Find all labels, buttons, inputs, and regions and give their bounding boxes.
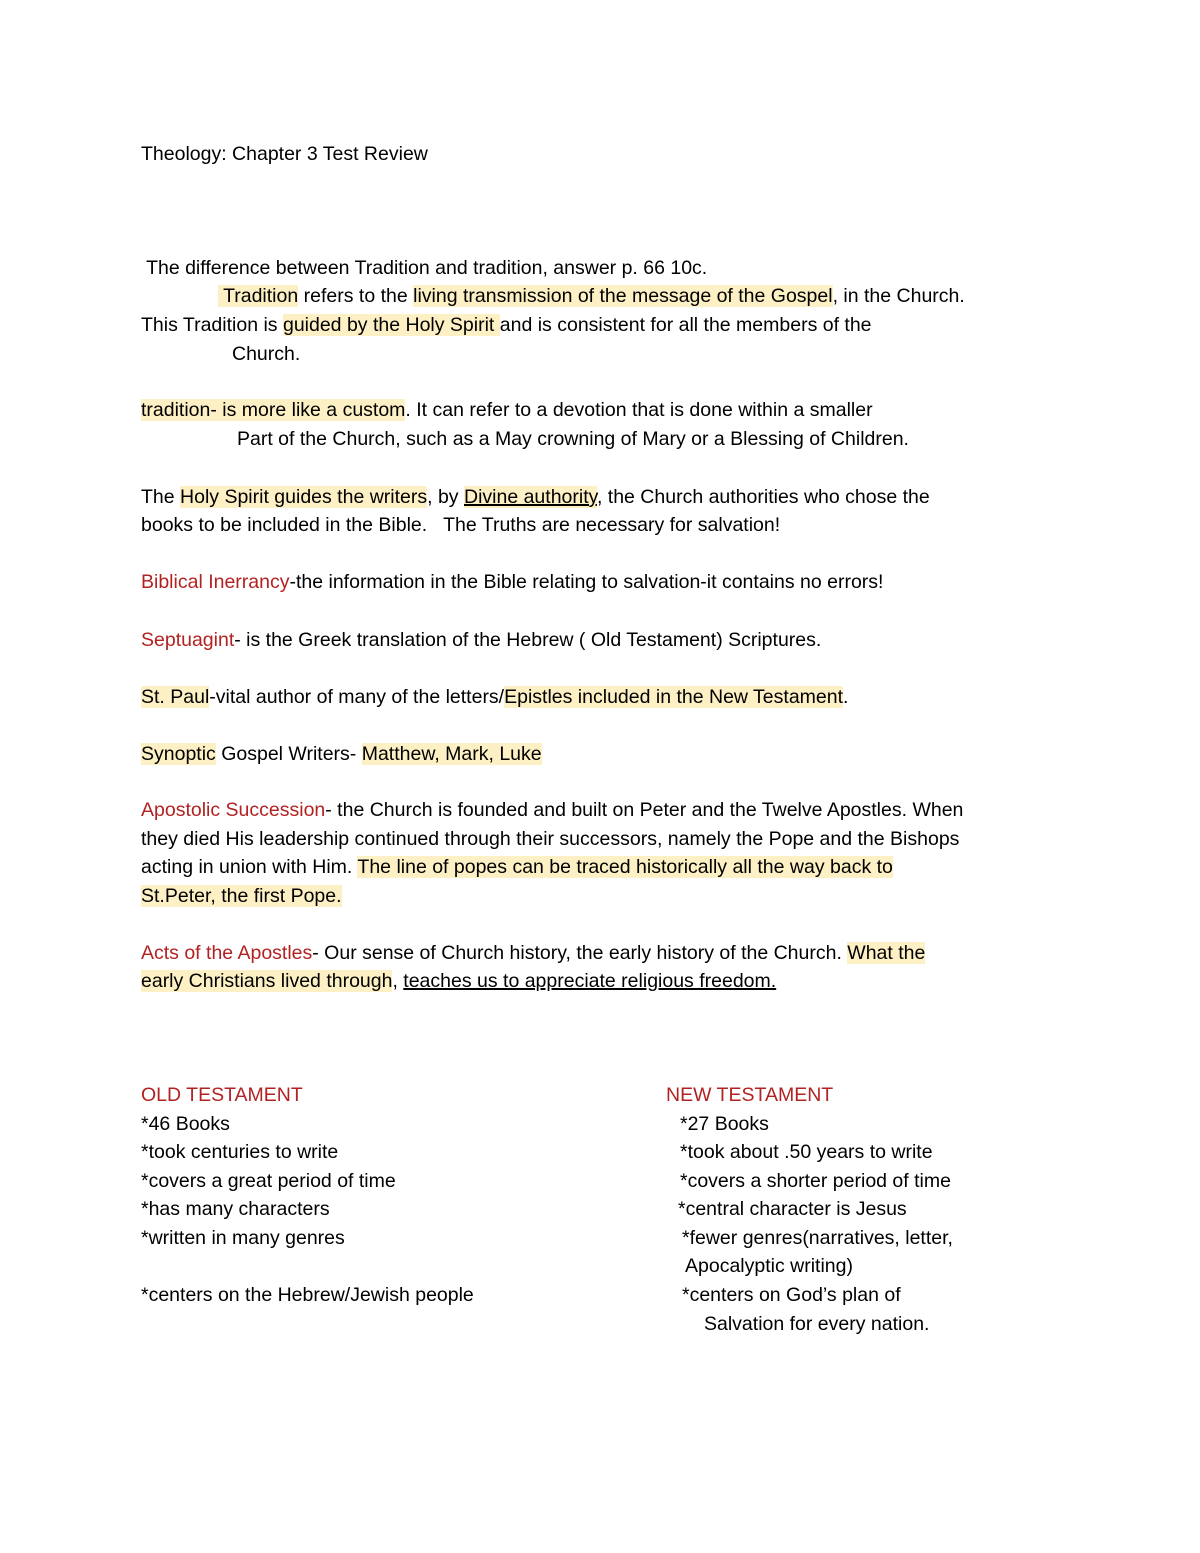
tradition-text: and is consistent for all the members of the bbox=[499, 314, 872, 336]
st-paul-highlight: Epistles included in the New Testament bbox=[504, 686, 844, 708]
new-testament-item: *fewer genres(narratives, letter, bbox=[682, 1227, 953, 1249]
acts-text: , bbox=[392, 970, 404, 992]
lower-tradition-line-2: Part of the Church, such as a May crowning of Mary or a Blessing of Children. bbox=[237, 428, 909, 450]
synoptic-term: Synoptic bbox=[141, 743, 216, 765]
old-testament-item: *covers a great period of time bbox=[141, 1170, 396, 1192]
inerrancy-entry bbox=[141, 568, 883, 596]
tradition-definition-line-2 bbox=[141, 311, 872, 339]
tradition-term: Tradition bbox=[218, 285, 299, 307]
tradition-highlight: living transmission of the message of the Gospel bbox=[413, 285, 833, 307]
holy-spirit-text: , by bbox=[427, 486, 464, 508]
tradition-definition-line-1 bbox=[218, 282, 965, 310]
septuagint-entry bbox=[141, 626, 821, 654]
septuagint-term: Septuagint bbox=[141, 629, 235, 651]
old-testament-item: *centers on the Hebrew/Jewish people bbox=[141, 1284, 474, 1306]
tradition-intro: The difference between Tradition and tradition, answer p. 66 10c. bbox=[141, 257, 708, 279]
inerrancy-definition: -the information in the Bible relating to salvation-it contains no errors! bbox=[289, 571, 884, 593]
acts-line-1 bbox=[141, 939, 925, 967]
succession-line-2: they died His leadership continued through their successors, namely the Pope and the Bishops bbox=[141, 828, 960, 850]
new-testament-heading: NEW TESTAMENT bbox=[666, 1084, 834, 1106]
page-title: Theology: Chapter 3 Test Review bbox=[141, 143, 428, 165]
holy-spirit-line-2: books to be included in the Bible. The Truths are necessary for salvation! bbox=[141, 514, 781, 536]
acts-highlight: What the bbox=[847, 942, 926, 964]
st-paul-entry bbox=[141, 683, 848, 711]
old-testament-item: *written in many genres bbox=[141, 1227, 345, 1249]
acts-text: - Our sense of Church history, the early history of the Church. bbox=[312, 942, 848, 964]
st-paul-term: St. Paul bbox=[141, 686, 210, 708]
new-testament-item: *covers a shorter period of time bbox=[680, 1170, 951, 1192]
new-testament-item: Salvation for every nation. bbox=[704, 1313, 930, 1335]
succession-text: acting in union with Him. bbox=[141, 856, 358, 878]
st-paul-text: . bbox=[843, 686, 849, 708]
acts-line-2 bbox=[141, 967, 776, 995]
old-testament-item: *46 Books bbox=[141, 1113, 230, 1135]
septuagint-definition: - is the Greek translation of the Hebrew ( Old Testament) Scriptures. bbox=[234, 629, 822, 651]
old-testament-item: *has many characters bbox=[141, 1198, 330, 1220]
divine-authority-underlined: Divine authority bbox=[463, 486, 597, 508]
holy-spirit-highlight: Holy Spirit guides the writers bbox=[180, 486, 428, 508]
synoptic-entry bbox=[141, 740, 542, 768]
holy-spirit-line-1 bbox=[141, 483, 930, 511]
new-testament-item: Apocalyptic writing) bbox=[685, 1255, 853, 1277]
succession-line-3 bbox=[141, 853, 893, 881]
st-paul-text: -vital author of many of the letters/ bbox=[209, 686, 505, 708]
acts-highlight: early Christians lived through bbox=[141, 970, 393, 992]
synoptic-names: Matthew, Mark, Luke bbox=[361, 743, 542, 765]
tradition-text: , in the Church. bbox=[832, 285, 965, 307]
tradition-text: refers to the bbox=[298, 285, 414, 307]
holy-spirit-text: The bbox=[141, 486, 181, 508]
acts-underlined: teaches us to appreciate religious freedom. bbox=[403, 970, 777, 992]
succession-term: Apostolic Succession bbox=[141, 799, 326, 821]
inerrancy-term: Biblical Inerrancy bbox=[141, 571, 290, 593]
lower-tradition-text: . It can refer to a devotion that is done within a smaller bbox=[405, 399, 873, 421]
holy-spirit-text: , the Church authorities who chose the bbox=[596, 486, 930, 508]
old-testament-heading: OLD TESTAMENT bbox=[141, 1084, 303, 1106]
new-testament-item: *took about .50 years to write bbox=[680, 1141, 933, 1163]
synoptic-text: Gospel Writers- bbox=[215, 743, 362, 765]
new-testament-item: *27 Books bbox=[680, 1113, 769, 1135]
lower-tradition-term: tradition- is more like a custom bbox=[141, 399, 406, 421]
acts-term: Acts of the Apostles bbox=[141, 942, 313, 964]
new-testament-item: *centers on God’s plan of bbox=[682, 1284, 901, 1306]
new-testament-item: *central character is Jesus bbox=[678, 1198, 907, 1220]
lower-tradition-line-1 bbox=[141, 396, 873, 424]
tradition-definition-line-3: Church. bbox=[232, 343, 301, 365]
succession-line-1 bbox=[141, 796, 963, 824]
succession-line-4 bbox=[141, 882, 342, 910]
old-testament-item: *took centuries to write bbox=[141, 1141, 339, 1163]
succession-highlight: The line of popes can be traced historically all the way back to bbox=[357, 856, 893, 878]
tradition-text: This Tradition is bbox=[141, 314, 283, 336]
succession-text: - the Church is founded and built on Peter and the Twelve Apostles. When bbox=[325, 799, 964, 821]
tradition-highlight: guided by the Holy Spirit bbox=[282, 314, 500, 336]
succession-highlight: St.Peter, the first Pope. bbox=[141, 885, 342, 907]
